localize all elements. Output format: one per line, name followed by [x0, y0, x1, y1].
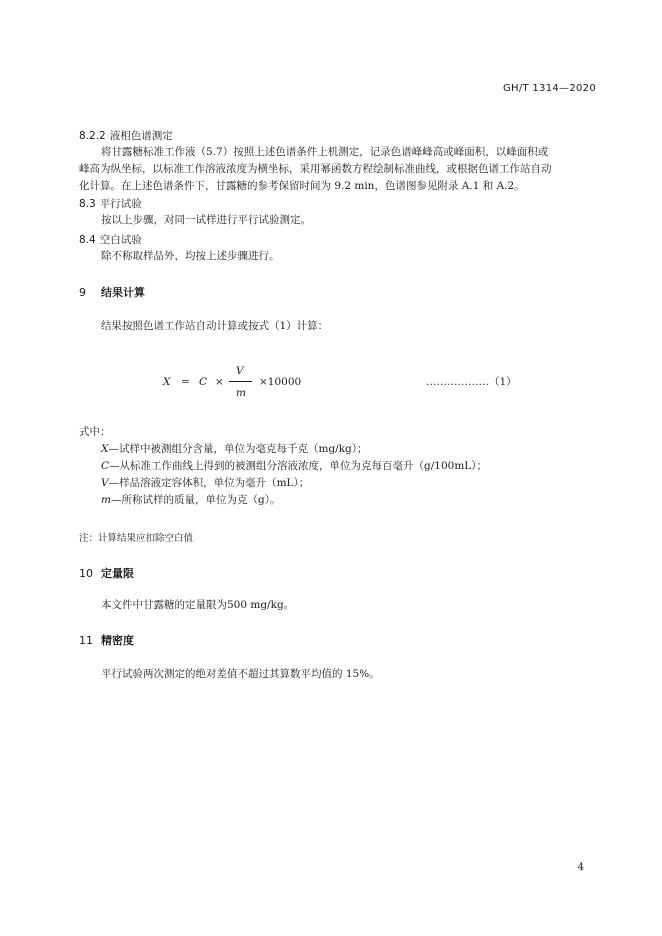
formula-numerator: V — [236, 365, 244, 377]
var-desc: —试样中被测组分含量，单位为毫克每千克（mg/kg）； — [108, 443, 368, 455]
para-8-2-2 — [79, 144, 552, 195]
heading-8-3-title: 平行试验 — [99, 198, 142, 210]
heading-8-3 — [79, 196, 142, 211]
var-symbol: C — [101, 460, 110, 472]
formula-times: × — [215, 376, 224, 388]
heading-8-4-number: 8.4 — [79, 234, 96, 246]
heading-8-4 — [79, 232, 142, 247]
para-8-2-2-line: 化计算。在上述色谱条件下，甘露糖的参考保留时间为 9.2 min，色谱图参见附录 A.1 和 A.2。 — [79, 180, 525, 192]
para-11: 平行试验两次测定的绝对差值不超过其算数平均值的 15%。 — [101, 668, 380, 680]
var-desc: —从标准工作曲线上得到的被测组分溶液浓度，单位为克每百毫升（g/100mL）； — [109, 460, 488, 472]
var-symbol: V — [101, 477, 109, 489]
para-8-2-2-line: 峰高为纵坐标，以标准工作溶液浓度为横坐标，采用幂函数方程绘制标准曲线，或根据色谱工作站自动 — [79, 163, 552, 175]
heading-8-4-title: 空白试验 — [99, 234, 142, 246]
heading-9 — [79, 284, 145, 300]
para-8-2-2-line: 将甘露糖标准工作液（5.7）按照上述色谱条件上机测定，记录色谱峰峰高或峰面积，以峰面积或 — [101, 146, 549, 158]
var-symbol: X — [101, 443, 109, 455]
var-m — [101, 492, 280, 509]
para-8-3: 按以上步骤，对同一试样进行平行试验测定。 — [101, 214, 311, 226]
heading-10-title: 定量限 — [101, 567, 134, 580]
heading-10-number: 10 — [79, 567, 93, 580]
heading-9-number: 9 — [79, 286, 86, 299]
var-c — [101, 458, 487, 475]
formula-denominator: m — [236, 387, 246, 399]
heading-11-number: 11 — [79, 634, 93, 647]
heading-11-title: 精密度 — [101, 634, 134, 647]
page-number: 4 — [577, 862, 584, 873]
doc-code-header: GH/T 1314—2020 — [502, 83, 596, 94]
var-v — [101, 475, 309, 492]
fraction-bar — [229, 381, 252, 382]
formula-lhs: X — [163, 376, 171, 388]
para-10: 本文件中甘露糖的定量限为500 mg/kg。 — [101, 599, 295, 611]
var-desc: —所称试样的质量，单位为克（g）。 — [110, 494, 281, 506]
note: 注：计算结果应扣除空白值 — [79, 533, 194, 544]
formula-equals: = — [181, 376, 190, 388]
heading-9-title: 结果计算 — [101, 286, 145, 299]
para-9-intro: 结果按照色谱工作站自动计算或按式（1）计算： — [101, 320, 329, 332]
formula-c: C — [199, 376, 208, 388]
para-8-4: 除不称取样品外，均按上述步骤进行。 — [101, 250, 280, 262]
heading-8-2-2-number: 8.2.2 — [79, 130, 106, 142]
heading-8-2-2-title: 液相色谱测定 — [109, 130, 173, 142]
where-label: 式中： — [79, 426, 111, 438]
heading-8-3-number: 8.3 — [79, 198, 96, 210]
heading-8-2-2 — [79, 128, 173, 143]
formula-factor: ×10000 — [259, 376, 302, 388]
heading-11 — [79, 632, 134, 648]
heading-10 — [79, 565, 134, 581]
var-x — [101, 441, 368, 458]
var-symbol: m — [101, 494, 111, 506]
formula-number: ………………（1） — [426, 376, 517, 388]
var-desc: —样品溶液定容体积，单位为毫升（mL）； — [108, 477, 310, 489]
